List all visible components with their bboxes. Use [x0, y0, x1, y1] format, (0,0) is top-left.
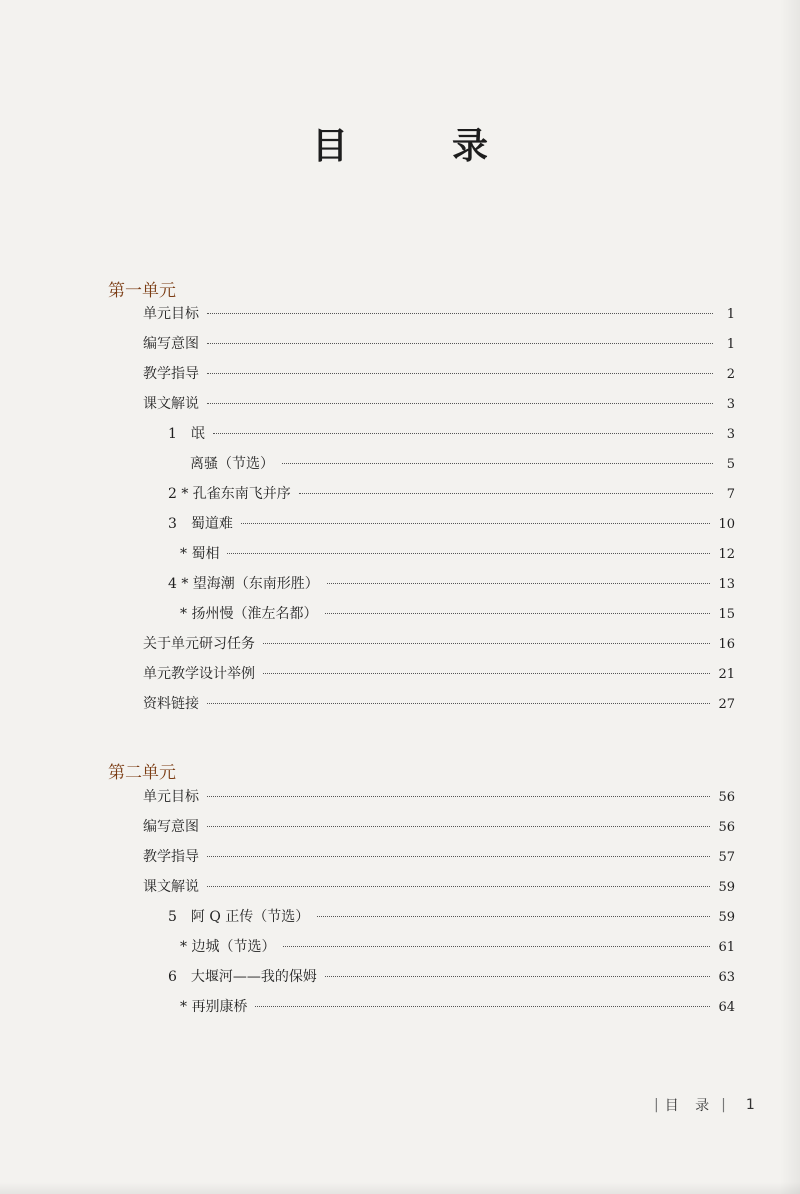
dot-leader — [325, 976, 711, 977]
toc-entry[interactable] — [143, 633, 735, 655]
toc-entry[interactable] — [180, 996, 735, 1018]
dot-leader — [207, 856, 710, 857]
toc-entry-label: 课文解说 — [143, 879, 199, 895]
toc-entry-page: 56 — [718, 820, 735, 835]
dot-leader — [207, 703, 710, 704]
dot-leader — [207, 826, 710, 827]
footer-separator: | — [721, 1097, 726, 1113]
toc-entry-label: 教学指导 — [143, 366, 199, 382]
dot-leader — [282, 463, 713, 464]
toc-entry-page: 15 — [718, 607, 735, 622]
toc-entry[interactable] — [180, 543, 735, 565]
toc-entry-label: 课文解说 — [143, 396, 199, 412]
toc-entry-page: 59 — [718, 910, 735, 925]
toc-entry-page: 10 — [718, 517, 735, 532]
toc-entry-page: 3 — [726, 427, 735, 442]
toc-entry-page: 64 — [718, 1000, 735, 1015]
toc-entry-label: * 再别康桥 — [180, 999, 248, 1015]
page-title: 目 录 — [311, 125, 522, 167]
unit-heading-1: 第一单元 — [108, 281, 176, 301]
toc-entry-label: 1 氓 — [168, 426, 205, 442]
dot-leader — [207, 313, 713, 314]
unit-heading-2: 第二单元 — [108, 763, 176, 783]
toc-entry[interactable] — [143, 693, 735, 715]
toc-entry-label: 教学指导 — [143, 849, 199, 865]
toc-entry[interactable] — [190, 453, 735, 475]
toc-entry-label: 资料链接 — [143, 696, 199, 712]
footer-label: 目 录 — [664, 1098, 716, 1114]
toc-entry[interactable] — [168, 483, 735, 505]
toc-entry[interactable] — [143, 363, 735, 385]
toc-entry-page: 1 — [726, 337, 735, 352]
dot-leader — [207, 886, 710, 887]
toc-entry-page: 2 — [726, 367, 735, 382]
toc-entry-label: 3 蜀道难 — [168, 516, 233, 532]
dot-leader — [317, 916, 710, 917]
toc-entry-label: 编写意图 — [143, 819, 199, 835]
toc-entry-label: 单元目标 — [143, 306, 199, 322]
dot-leader — [207, 403, 713, 404]
page-number: 1 — [745, 1097, 755, 1113]
dot-leader — [327, 583, 711, 584]
dot-leader — [255, 1006, 710, 1007]
toc-entry[interactable] — [143, 393, 735, 415]
toc-entry[interactable] — [143, 786, 735, 808]
dot-leader — [207, 343, 713, 344]
toc-entry[interactable] — [180, 603, 735, 625]
dot-leader — [263, 643, 710, 644]
toc-entry-label: 编写意图 — [143, 336, 199, 352]
page-footer — [648, 1095, 755, 1115]
toc-entry-page: 57 — [718, 850, 735, 865]
toc-entry[interactable] — [168, 573, 735, 595]
dot-leader — [213, 433, 713, 434]
toc-entry-label: 单元目标 — [143, 789, 199, 805]
toc-entry[interactable] — [143, 333, 735, 355]
toc-entry[interactable] — [143, 816, 735, 838]
toc-entry-label: * 蜀相 — [180, 546, 220, 562]
dot-leader — [241, 523, 711, 524]
toc-entry-page: 3 — [726, 397, 735, 412]
toc-entry[interactable] — [143, 663, 735, 685]
page-edge-shadow — [780, 0, 800, 1194]
toc-entry-page: 13 — [718, 577, 735, 592]
toc-entry[interactable] — [180, 936, 735, 958]
toc-entry-label: 关于单元研习任务 — [143, 636, 255, 652]
toc-entry-page: 21 — [718, 667, 735, 682]
dot-leader — [227, 553, 710, 554]
toc-entry[interactable] — [143, 876, 735, 898]
toc-entry[interactable] — [168, 966, 735, 988]
dot-leader — [325, 613, 710, 614]
toc-entry-label: 单元教学设计举例 — [143, 666, 255, 682]
dot-leader — [207, 373, 713, 374]
toc-entry-page: 59 — [718, 880, 735, 895]
dot-leader — [299, 493, 713, 494]
toc-entry-label: 4 * 望海潮（东南形胜） — [168, 576, 319, 592]
dot-leader — [207, 796, 710, 797]
toc-entry[interactable] — [168, 906, 735, 928]
toc-entry-page: 12 — [718, 547, 735, 562]
dot-leader — [283, 946, 710, 947]
toc-entry-page: 7 — [726, 487, 735, 502]
toc-entry-label: * 边城（节选） — [180, 939, 276, 955]
toc-entry-page: 1 — [726, 307, 735, 322]
toc-entry-label: 6 大堰河——我的保姆 — [168, 969, 317, 985]
toc-entry[interactable] — [168, 513, 735, 535]
toc-entry-page: 56 — [718, 790, 735, 805]
toc-entry[interactable] — [168, 423, 735, 445]
toc-entry-page: 63 — [718, 970, 735, 985]
dot-leader — [263, 673, 710, 674]
footer-separator: | — [654, 1097, 659, 1113]
toc-entry-label: * 扬州慢（淮左名都） — [180, 606, 318, 622]
toc-entry-page: 61 — [718, 940, 735, 955]
toc-entry[interactable] — [143, 846, 735, 868]
toc-entry-page: 16 — [718, 637, 735, 652]
toc-entry-page: 27 — [718, 697, 735, 712]
page-bottom-shadow — [0, 1182, 800, 1194]
toc-entry-label: 离骚（节选） — [190, 456, 274, 472]
toc-entry[interactable] — [143, 303, 735, 325]
toc-entry-label: 5 阿 Q 正传（节选） — [168, 909, 310, 925]
toc-entry-page: 5 — [726, 457, 735, 472]
toc-entry-label: 2 * 孔雀东南飞并序 — [168, 486, 291, 502]
